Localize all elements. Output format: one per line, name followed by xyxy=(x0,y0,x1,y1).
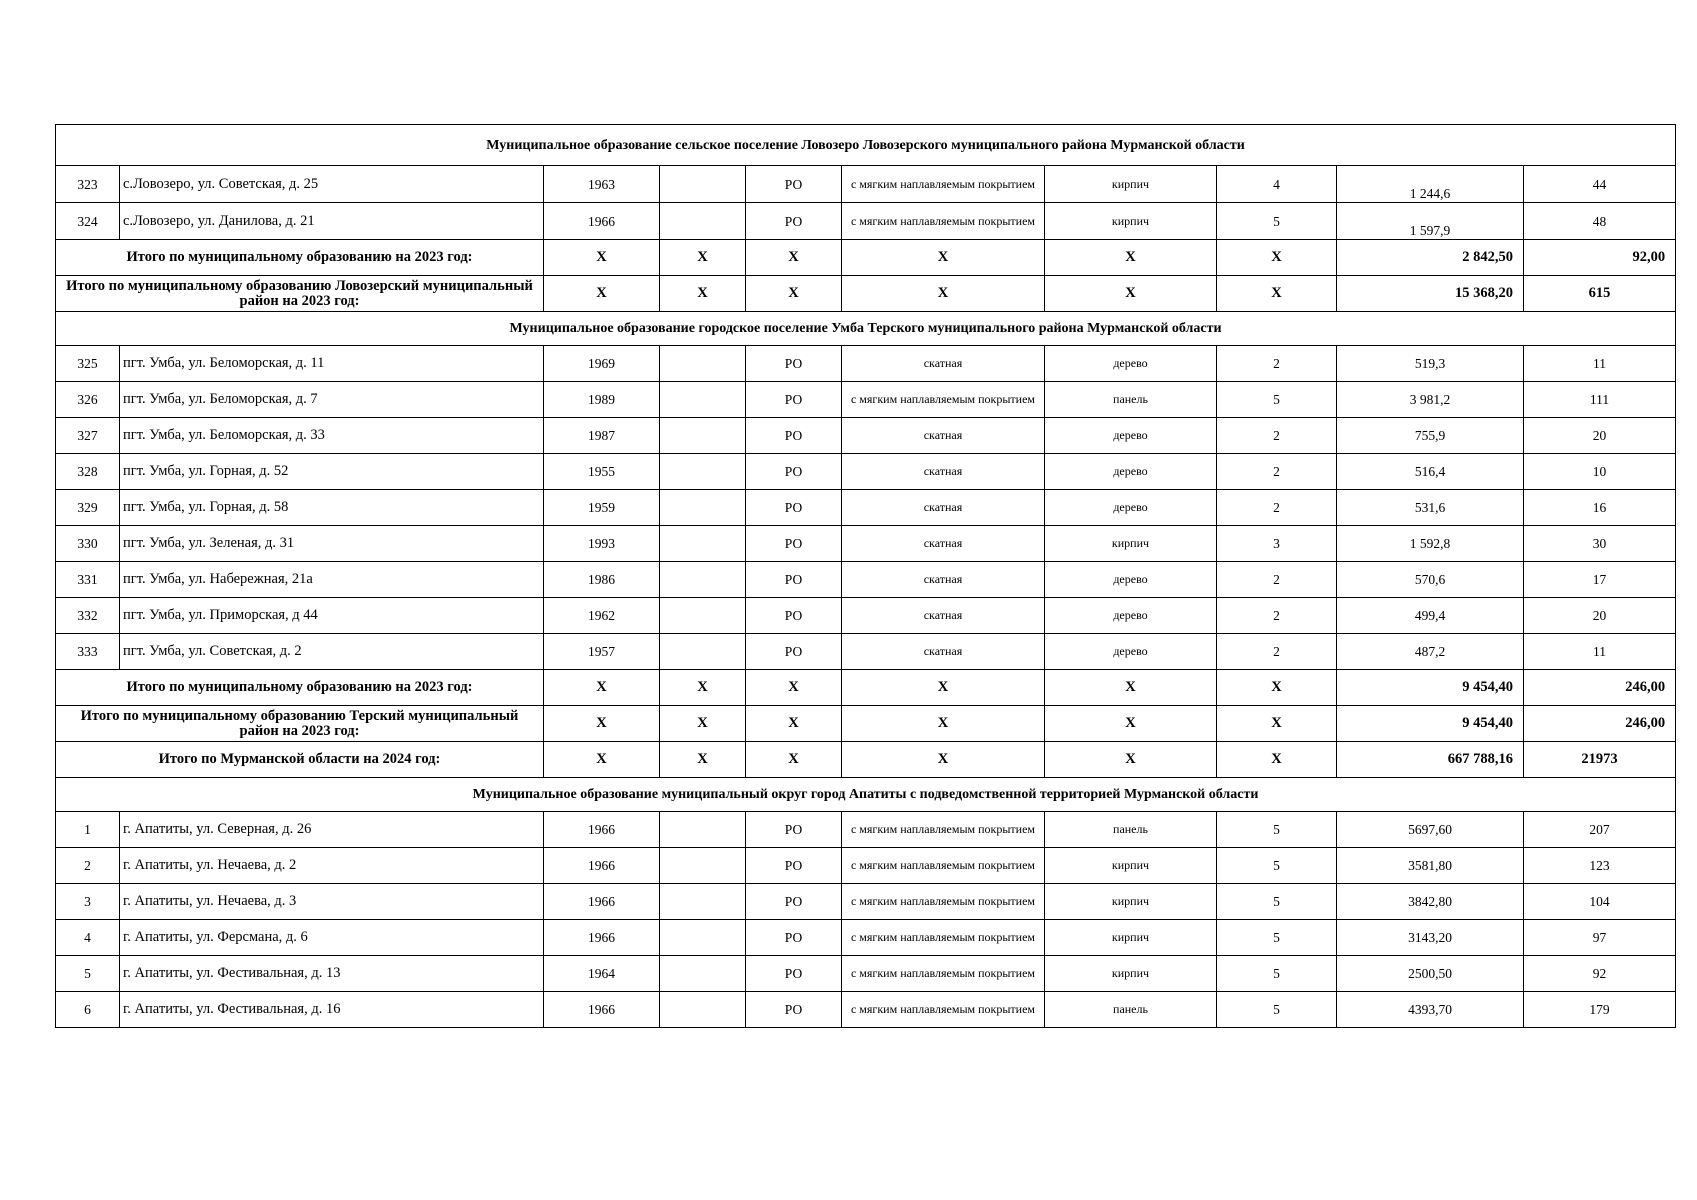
total-area: 2 842,50 xyxy=(1337,240,1524,276)
total-row xyxy=(56,240,1676,276)
wall-material-cell: дерево xyxy=(1045,346,1217,382)
wall-material-cell: панель xyxy=(1045,992,1217,1028)
row-number: 326 xyxy=(56,382,120,418)
empty-cell xyxy=(660,992,746,1028)
year-cell: 1966 xyxy=(544,884,660,920)
area-cell: 3842,80 xyxy=(1337,884,1524,920)
empty-cell xyxy=(660,526,746,562)
address-cell: г. Апатиты, ул. Нечаева, д. 2 xyxy=(120,848,544,884)
x-mark-cell: X xyxy=(842,670,1045,706)
total-residents: 21973 xyxy=(1524,742,1676,778)
roof-cell: скатная xyxy=(842,634,1045,670)
table-row xyxy=(56,454,1676,490)
table-row xyxy=(56,166,1676,203)
table-row xyxy=(56,992,1676,1028)
x-mark-cell: X xyxy=(1045,276,1217,312)
year-cell: 1987 xyxy=(544,418,660,454)
type-cell: РО xyxy=(746,956,842,992)
x-mark-cell: X xyxy=(1045,706,1217,742)
roof-cell: с мягким наплавляемым покрытием xyxy=(842,884,1045,920)
total-label: Итого по муниципальному образованию Терский муниципальный район на 2023 год: xyxy=(56,706,544,742)
table-row xyxy=(56,562,1676,598)
area-cell: 4393,70 xyxy=(1337,992,1524,1028)
type-cell: РО xyxy=(746,634,842,670)
empty-cell xyxy=(660,884,746,920)
area-cell: 5697,60 xyxy=(1337,812,1524,848)
address-cell: г. Апатиты, ул. Северная, д. 26 xyxy=(120,812,544,848)
total-label: Итого по муниципальному образованию на 2023 год: xyxy=(56,670,544,706)
total-area: 9 454,40 xyxy=(1337,706,1524,742)
residents-cell: 16 xyxy=(1524,490,1676,526)
year-cell: 1969 xyxy=(544,346,660,382)
floors-cell: 5 xyxy=(1217,992,1337,1028)
area-cell: 1 592,8 xyxy=(1337,526,1524,562)
table-row xyxy=(56,848,1676,884)
floors-cell: 3 xyxy=(1217,526,1337,562)
floors-cell: 2 xyxy=(1217,598,1337,634)
total-residents: 92,00 xyxy=(1524,240,1676,276)
floors-cell: 2 xyxy=(1217,454,1337,490)
roof-cell: скатная xyxy=(842,454,1045,490)
section-header-row xyxy=(56,125,1676,166)
wall-material-cell: кирпич xyxy=(1045,526,1217,562)
area-cell: 570,6 xyxy=(1337,562,1524,598)
roof-cell: скатная xyxy=(842,598,1045,634)
row-number: 328 xyxy=(56,454,120,490)
address-cell: пгт. Умба, ул. Горная, д. 58 xyxy=(120,490,544,526)
empty-cell xyxy=(660,956,746,992)
table-row xyxy=(56,382,1676,418)
wall-material-cell: кирпич xyxy=(1045,848,1217,884)
year-cell: 1955 xyxy=(544,454,660,490)
wall-material-cell: дерево xyxy=(1045,562,1217,598)
x-mark-cell: X xyxy=(544,240,660,276)
empty-cell xyxy=(660,490,746,526)
type-cell: РО xyxy=(746,884,842,920)
floors-cell: 5 xyxy=(1217,920,1337,956)
address-cell: г. Апатиты, ул. Фестивальная, д. 16 xyxy=(120,992,544,1028)
wall-material-cell: кирпич xyxy=(1045,920,1217,956)
roof-cell: с мягким наплавляемым покрытием xyxy=(842,382,1045,418)
type-cell: РО xyxy=(746,848,842,884)
empty-cell xyxy=(660,920,746,956)
empty-cell xyxy=(660,812,746,848)
address-cell: пгт. Умба, ул. Беломорская, д. 7 xyxy=(120,382,544,418)
area-cell: 519,3 xyxy=(1337,346,1524,382)
x-mark-cell: X xyxy=(1045,240,1217,276)
roof-cell: скатная xyxy=(842,418,1045,454)
type-cell: РО xyxy=(746,166,842,203)
x-mark-cell: X xyxy=(1217,276,1337,312)
residents-cell: 48 xyxy=(1524,203,1676,240)
residents-cell: 20 xyxy=(1524,598,1676,634)
section-title: Муниципальное образование сельское поселение Ловозеро Ловозерского муниципального района Мурманской области xyxy=(56,125,1676,166)
residents-cell: 92 xyxy=(1524,956,1676,992)
table-row xyxy=(56,920,1676,956)
x-mark-cell: X xyxy=(746,276,842,312)
wall-material-cell: кирпич xyxy=(1045,166,1217,203)
x-mark-cell: X xyxy=(842,742,1045,778)
address-cell: пгт. Умба, ул. Беломорская, д. 11 xyxy=(120,346,544,382)
year-cell: 1966 xyxy=(544,992,660,1028)
table-row xyxy=(56,203,1676,240)
address-cell: пгт. Умба, ул. Зеленая, д. 31 xyxy=(120,526,544,562)
total-area: 15 368,20 xyxy=(1337,276,1524,312)
type-cell: РО xyxy=(746,812,842,848)
row-number: 2 xyxy=(56,848,120,884)
type-cell: РО xyxy=(746,454,842,490)
row-number: 6 xyxy=(56,992,120,1028)
x-mark-cell: X xyxy=(660,276,746,312)
address-cell: г. Апатиты, ул. Фестивальная, д. 13 xyxy=(120,956,544,992)
table-row xyxy=(56,490,1676,526)
total-row xyxy=(56,706,1676,742)
x-mark-cell: X xyxy=(660,742,746,778)
empty-cell xyxy=(660,848,746,884)
area-cell: 499,4 xyxy=(1337,598,1524,634)
type-cell: РО xyxy=(746,598,842,634)
empty-cell xyxy=(660,634,746,670)
year-cell: 1963 xyxy=(544,166,660,203)
type-cell: РО xyxy=(746,992,842,1028)
address-cell: с.Ловозеро, ул. Советская, д. 25 xyxy=(120,166,544,203)
type-cell: РО xyxy=(746,490,842,526)
table-row xyxy=(56,598,1676,634)
x-mark-cell: X xyxy=(544,670,660,706)
x-mark-cell: X xyxy=(1217,240,1337,276)
row-number: 329 xyxy=(56,490,120,526)
type-cell: РО xyxy=(746,203,842,240)
year-cell: 1986 xyxy=(544,562,660,598)
table-row xyxy=(56,956,1676,992)
wall-material-cell: кирпич xyxy=(1045,884,1217,920)
floors-cell: 4 xyxy=(1217,166,1337,203)
floors-cell: 5 xyxy=(1217,812,1337,848)
year-cell: 1966 xyxy=(544,848,660,884)
wall-material-cell: панель xyxy=(1045,812,1217,848)
table-row xyxy=(56,812,1676,848)
area-cell: 2500,50 xyxy=(1337,956,1524,992)
area-cell: 1 244,6 xyxy=(1337,166,1524,203)
x-mark-cell: X xyxy=(1217,706,1337,742)
total-row xyxy=(56,276,1676,312)
housing-register-table xyxy=(55,124,1676,1028)
residents-cell: 123 xyxy=(1524,848,1676,884)
year-cell: 1959 xyxy=(544,490,660,526)
x-mark-cell: X xyxy=(746,742,842,778)
residents-cell: 17 xyxy=(1524,562,1676,598)
x-mark-cell: X xyxy=(842,706,1045,742)
table-row xyxy=(56,634,1676,670)
row-number: 332 xyxy=(56,598,120,634)
address-cell: пгт. Умба, ул. Беломорская, д. 33 xyxy=(120,418,544,454)
empty-cell xyxy=(660,454,746,490)
roof-cell: скатная xyxy=(842,346,1045,382)
x-mark-cell: X xyxy=(544,742,660,778)
year-cell: 1966 xyxy=(544,812,660,848)
row-number: 333 xyxy=(56,634,120,670)
row-number: 324 xyxy=(56,203,120,240)
x-mark-cell: X xyxy=(1045,742,1217,778)
table-row xyxy=(56,884,1676,920)
roof-cell: с мягким наплавляемым покрытием xyxy=(842,812,1045,848)
residents-cell: 30 xyxy=(1524,526,1676,562)
residents-cell: 20 xyxy=(1524,418,1676,454)
total-residents: 246,00 xyxy=(1524,706,1676,742)
type-cell: РО xyxy=(746,562,842,598)
roof-cell: с мягким наплавляемым покрытием xyxy=(842,920,1045,956)
year-cell: 1993 xyxy=(544,526,660,562)
area-cell: 3 981,2 xyxy=(1337,382,1524,418)
address-cell: пгт. Умба, ул. Приморская, д 44 xyxy=(120,598,544,634)
address-cell: пгт. Умба, ул. Набережная, 21а xyxy=(120,562,544,598)
area-cell: 3143,20 xyxy=(1337,920,1524,956)
area-cell: 516,4 xyxy=(1337,454,1524,490)
area-cell: 3581,80 xyxy=(1337,848,1524,884)
floors-cell: 5 xyxy=(1217,884,1337,920)
empty-cell xyxy=(660,346,746,382)
type-cell: РО xyxy=(746,382,842,418)
x-mark-cell: X xyxy=(660,706,746,742)
year-cell: 1957 xyxy=(544,634,660,670)
roof-cell: скатная xyxy=(842,526,1045,562)
total-label: Итого по муниципальному образованию на 2023 год: xyxy=(56,240,544,276)
floors-cell: 2 xyxy=(1217,490,1337,526)
section-title: Муниципальное образование городское поселение Умба Терского муниципального района Мурманской области xyxy=(56,312,1676,346)
x-mark-cell: X xyxy=(746,706,842,742)
x-mark-cell: X xyxy=(1217,670,1337,706)
table-row xyxy=(56,418,1676,454)
type-cell: РО xyxy=(746,920,842,956)
total-area: 667 788,16 xyxy=(1337,742,1524,778)
total-row xyxy=(56,670,1676,706)
wall-material-cell: дерево xyxy=(1045,490,1217,526)
roof-cell: скатная xyxy=(842,490,1045,526)
total-label: Итого по Мурманской области на 2024 год: xyxy=(56,742,544,778)
roof-cell: с мягким наплавляемым покрытием xyxy=(842,992,1045,1028)
empty-cell xyxy=(660,418,746,454)
total-residents: 246,00 xyxy=(1524,670,1676,706)
area-cell: 1 597,9 xyxy=(1337,203,1524,240)
address-cell: г. Апатиты, ул. Нечаева, д. 3 xyxy=(120,884,544,920)
total-area: 9 454,40 xyxy=(1337,670,1524,706)
residents-cell: 97 xyxy=(1524,920,1676,956)
row-number: 327 xyxy=(56,418,120,454)
year-cell: 1964 xyxy=(544,956,660,992)
x-mark-cell: X xyxy=(544,706,660,742)
type-cell: РО xyxy=(746,346,842,382)
empty-cell xyxy=(660,166,746,203)
area-cell: 531,6 xyxy=(1337,490,1524,526)
type-cell: РО xyxy=(746,526,842,562)
empty-cell xyxy=(660,562,746,598)
table-row xyxy=(56,526,1676,562)
address-cell: г. Апатиты, ул. Ферсмана, д. 6 xyxy=(120,920,544,956)
row-number: 325 xyxy=(56,346,120,382)
section-header-row xyxy=(56,312,1676,346)
x-mark-cell: X xyxy=(1217,742,1337,778)
residents-cell: 104 xyxy=(1524,884,1676,920)
x-mark-cell: X xyxy=(746,240,842,276)
row-number: 4 xyxy=(56,920,120,956)
residents-cell: 10 xyxy=(1524,454,1676,490)
x-mark-cell: X xyxy=(842,276,1045,312)
type-cell: РО xyxy=(746,418,842,454)
total-residents: 615 xyxy=(1524,276,1676,312)
residents-cell: 11 xyxy=(1524,634,1676,670)
row-number: 331 xyxy=(56,562,120,598)
roof-cell: с мягким наплавляемым покрытием xyxy=(842,848,1045,884)
floors-cell: 2 xyxy=(1217,634,1337,670)
wall-material-cell: дерево xyxy=(1045,418,1217,454)
roof-cell: с мягким наплавляемым покрытием xyxy=(842,166,1045,203)
wall-material-cell: панель xyxy=(1045,382,1217,418)
wall-material-cell: кирпич xyxy=(1045,956,1217,992)
roof-cell: с мягким наплавляемым покрытием xyxy=(842,203,1045,240)
section-title: Муниципальное образование муниципальный округ город Апатиты с подведомственной территорией Мурманской области xyxy=(56,778,1676,812)
section-header-row xyxy=(56,778,1676,812)
floors-cell: 5 xyxy=(1217,382,1337,418)
wall-material-cell: дерево xyxy=(1045,634,1217,670)
wall-material-cell: кирпич xyxy=(1045,203,1217,240)
roof-cell: с мягким наплавляемым покрытием xyxy=(842,956,1045,992)
year-cell: 1966 xyxy=(544,920,660,956)
row-number: 5 xyxy=(56,956,120,992)
x-mark-cell: X xyxy=(660,240,746,276)
roof-cell: скатная xyxy=(842,562,1045,598)
row-number: 323 xyxy=(56,166,120,203)
residents-cell: 179 xyxy=(1524,992,1676,1028)
floors-cell: 2 xyxy=(1217,418,1337,454)
floors-cell: 5 xyxy=(1217,956,1337,992)
row-number: 330 xyxy=(56,526,120,562)
year-cell: 1966 xyxy=(544,203,660,240)
wall-material-cell: дерево xyxy=(1045,598,1217,634)
floors-cell: 2 xyxy=(1217,346,1337,382)
x-mark-cell: X xyxy=(842,240,1045,276)
x-mark-cell: X xyxy=(660,670,746,706)
floors-cell: 5 xyxy=(1217,203,1337,240)
empty-cell xyxy=(660,203,746,240)
area-cell: 487,2 xyxy=(1337,634,1524,670)
area-cell: 755,9 xyxy=(1337,418,1524,454)
floors-cell: 5 xyxy=(1217,848,1337,884)
address-cell: пгт. Умба, ул. Горная, д. 52 xyxy=(120,454,544,490)
residents-cell: 11 xyxy=(1524,346,1676,382)
empty-cell xyxy=(660,598,746,634)
year-cell: 1962 xyxy=(544,598,660,634)
table-row xyxy=(56,346,1676,382)
row-number: 1 xyxy=(56,812,120,848)
residents-cell: 111 xyxy=(1524,382,1676,418)
x-mark-cell: X xyxy=(1045,670,1217,706)
address-cell: пгт. Умба, ул. Советская, д. 2 xyxy=(120,634,544,670)
row-number: 3 xyxy=(56,884,120,920)
floors-cell: 2 xyxy=(1217,562,1337,598)
x-mark-cell: X xyxy=(544,276,660,312)
x-mark-cell: X xyxy=(746,670,842,706)
total-row xyxy=(56,742,1676,778)
address-cell: с.Ловозеро, ул. Данилова, д. 21 xyxy=(120,203,544,240)
total-label: Итого по муниципальному образованию Ловозерский муниципальный район на 2023 год: xyxy=(56,276,544,312)
wall-material-cell: дерево xyxy=(1045,454,1217,490)
empty-cell xyxy=(660,382,746,418)
year-cell: 1989 xyxy=(544,382,660,418)
residents-cell: 44 xyxy=(1524,166,1676,203)
residents-cell: 207 xyxy=(1524,812,1676,848)
